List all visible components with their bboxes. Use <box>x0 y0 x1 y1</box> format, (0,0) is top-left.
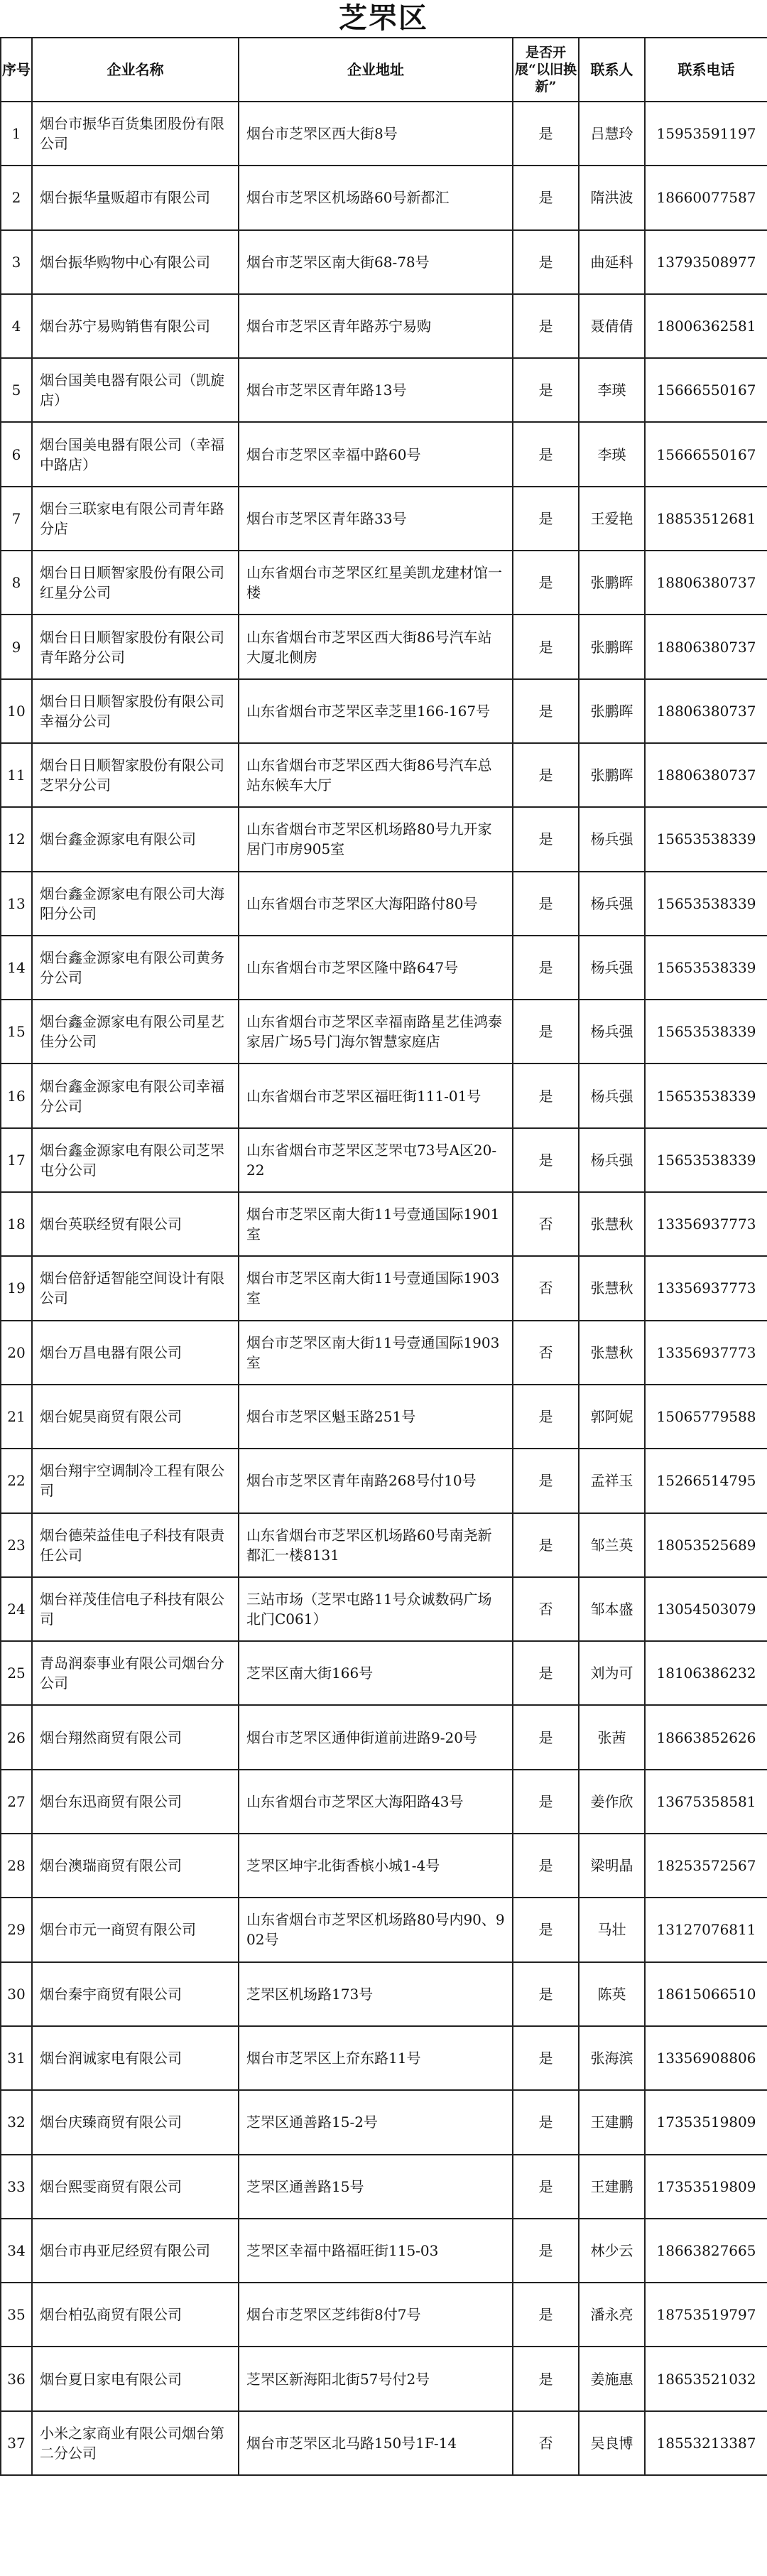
serial-cell: 13 <box>1 872 32 936</box>
serial-cell: 15 <box>1 1000 32 1064</box>
header-contact: 联系人 <box>579 38 645 102</box>
phone-cell: 18663827665 <box>645 2219 767 2283</box>
trade-in-cell: 否 <box>513 1577 579 1641</box>
phone-cell: 13356908806 <box>645 2026 767 2090</box>
serial-cell: 37 <box>1 2411 32 2475</box>
trade-in-cell: 是 <box>513 2155 579 2219</box>
table-row <box>1 1962 767 2026</box>
company-address-cell: 三站市场（芝罘屯路11号众诚数码广场北门C061） <box>239 1577 513 1641</box>
company-name-cell: 烟台市冉亚尼经贸有限公司 <box>32 2219 239 2283</box>
table-row <box>1 1256 767 1320</box>
contact-cell: 孟祥玉 <box>579 1449 645 1512</box>
company-address-cell: 山东省烟台市芝罘区芝罘屯73号A区20-22 <box>239 1128 513 1192</box>
contact-cell: 杨兵强 <box>579 936 645 1000</box>
company-address-cell: 山东省烟台市芝罘区大海阳路43号 <box>239 1770 513 1834</box>
table-row <box>1 2026 767 2090</box>
company-name-cell: 烟台日日顺智家股份有限公司青年路分公司 <box>32 615 239 678</box>
contact-cell: 王爱艳 <box>579 487 645 551</box>
trade-in-cell: 是 <box>513 1705 579 1769</box>
contact-cell: 李瑛 <box>579 422 645 486</box>
company-name-cell: 烟台市元一商贸有限公司 <box>32 1898 239 1961</box>
phone-cell: 18806380737 <box>645 615 767 678</box>
trade-in-cell: 是 <box>513 2026 579 2090</box>
company-name-cell: 烟台日日顺智家股份有限公司幸福分公司 <box>32 679 239 743</box>
company-name-cell: 小米之家商业有限公司烟台第二分公司 <box>32 2411 239 2475</box>
phone-cell: 13356937773 <box>645 1192 767 1256</box>
table-row <box>1 615 767 678</box>
serial-cell: 9 <box>1 615 32 678</box>
serial-cell: 25 <box>1 1641 32 1705</box>
trade-in-cell: 是 <box>513 743 579 807</box>
phone-cell: 15653538339 <box>645 872 767 936</box>
trade-in-cell: 是 <box>513 1962 579 2026</box>
table-row <box>1 2411 767 2475</box>
phone-cell: 15653538339 <box>645 1064 767 1127</box>
phone-cell: 13356937773 <box>645 1256 767 1320</box>
company-name-cell: 烟台柏弘商贸有限公司 <box>32 2283 239 2347</box>
company-address-cell: 芝罘区机场路173号 <box>239 1962 513 2026</box>
trade-in-cell: 否 <box>513 1321 579 1385</box>
phone-cell: 18853512681 <box>645 487 767 551</box>
trade-in-cell: 是 <box>513 1385 579 1449</box>
serial-cell: 17 <box>1 1128 32 1192</box>
company-name-cell: 烟台万昌电器有限公司 <box>32 1321 239 1385</box>
company-address-cell: 山东省烟台市芝罘区机场路60号南尧新都汇一楼8131 <box>239 1513 513 1577</box>
company-name-cell: 烟台秦宇商贸有限公司 <box>32 1962 239 2026</box>
serial-cell: 30 <box>1 1962 32 2026</box>
contact-cell: 邹本盛 <box>579 1577 645 1641</box>
company-address-cell: 烟台市芝罘区魁玉路251号 <box>239 1385 513 1449</box>
company-name-cell: 烟台庆臻商贸有限公司 <box>32 2090 239 2154</box>
trade-in-cell: 是 <box>513 358 579 422</box>
phone-cell: 15065779588 <box>645 1385 767 1449</box>
company-address-cell: 烟台市芝罘区青年路13号 <box>239 358 513 422</box>
serial-cell: 21 <box>1 1385 32 1449</box>
phone-cell: 18653521032 <box>645 2347 767 2410</box>
company-name-cell: 烟台德荣益佳电子科技有限责任公司 <box>32 1513 239 1577</box>
company-name-cell: 烟台市振华百货集团股份有限公司 <box>32 102 239 166</box>
company-address-cell: 芝罘区通善路15-2号 <box>239 2090 513 2154</box>
company-name-cell: 烟台国美电器有限公司（凯旋店） <box>32 358 239 422</box>
company-address-cell: 山东省烟台市芝罘区西大街86号汽车站大厦北侧房 <box>239 615 513 678</box>
contact-cell: 杨兵强 <box>579 1000 645 1064</box>
contact-cell: 吴良博 <box>579 2411 645 2475</box>
trade-in-cell: 否 <box>513 2411 579 2475</box>
contact-cell: 杨兵强 <box>579 1064 645 1127</box>
contact-cell: 张茜 <box>579 1705 645 1769</box>
serial-cell: 2 <box>1 166 32 229</box>
phone-cell: 18806380737 <box>645 679 767 743</box>
trade-in-cell: 是 <box>513 1064 579 1127</box>
phone-cell: 18660077587 <box>645 166 767 229</box>
header-company-name: 企业名称 <box>32 38 239 102</box>
table-row <box>1 2219 767 2283</box>
serial-cell: 35 <box>1 2283 32 2347</box>
trade-in-cell: 是 <box>513 872 579 936</box>
contact-cell: 张鹏晖 <box>579 551 645 615</box>
enterprise-table <box>0 37 767 2476</box>
trade-in-cell: 是 <box>513 1000 579 1064</box>
company-name-cell: 烟台夏日家电有限公司 <box>32 2347 239 2410</box>
phone-cell: 15666550167 <box>645 358 767 422</box>
table-body <box>1 102 767 2475</box>
trade-in-cell: 是 <box>513 679 579 743</box>
trade-in-cell: 是 <box>513 615 579 678</box>
company-address-cell: 山东省烟台市芝罘区隆中路647号 <box>239 936 513 1000</box>
company-address-cell: 芝罘区南大街166号 <box>239 1641 513 1705</box>
company-name-cell: 烟台翔然商贸有限公司 <box>32 1705 239 1769</box>
serial-cell: 16 <box>1 1064 32 1127</box>
company-name-cell: 烟台润诚家电有限公司 <box>32 2026 239 2090</box>
company-address-cell: 烟台市芝罘区西大街8号 <box>239 102 513 166</box>
table-row <box>1 102 767 166</box>
company-name-cell: 烟台澳瑞商贸有限公司 <box>32 1834 239 1898</box>
trade-in-cell: 是 <box>513 2347 579 2410</box>
trade-in-cell: 是 <box>513 1128 579 1192</box>
contact-cell: 姜施惠 <box>579 2347 645 2410</box>
trade-in-cell: 否 <box>513 1256 579 1320</box>
serial-cell: 6 <box>1 422 32 486</box>
header-company-address: 企业地址 <box>239 38 513 102</box>
company-address-cell: 烟台市芝罘区上夼东路11号 <box>239 2026 513 2090</box>
table-row <box>1 1641 767 1705</box>
company-name-cell: 烟台鑫金源家电有限公司 <box>32 807 239 871</box>
phone-cell: 18253572567 <box>645 1834 767 1898</box>
phone-cell: 15266514795 <box>645 1449 767 1512</box>
contact-cell: 郭阿妮 <box>579 1385 645 1449</box>
company-address-cell: 烟台市芝罘区南大街68-78号 <box>239 230 513 294</box>
table-row <box>1 743 767 807</box>
trade-in-cell: 是 <box>513 551 579 615</box>
trade-in-cell: 是 <box>513 487 579 551</box>
trade-in-cell: 是 <box>513 1898 579 1961</box>
contact-cell: 张慧秋 <box>579 1192 645 1256</box>
table-row <box>1 1000 767 1064</box>
trade-in-cell: 是 <box>513 294 579 358</box>
contact-cell: 王建鹏 <box>579 2155 645 2219</box>
serial-cell: 32 <box>1 2090 32 2154</box>
contact-cell: 王建鹏 <box>579 2090 645 2154</box>
trade-in-cell: 是 <box>513 1449 579 1512</box>
company-name-cell: 烟台祥茂佳信电子科技有限公司 <box>32 1577 239 1641</box>
company-address-cell: 烟台市芝罘区南大街11号壹通国际1901室 <box>239 1192 513 1256</box>
serial-cell: 23 <box>1 1513 32 1577</box>
table-row <box>1 807 767 871</box>
serial-cell: 31 <box>1 2026 32 2090</box>
serial-cell: 36 <box>1 2347 32 2410</box>
contact-cell: 聂倩倩 <box>579 294 645 358</box>
contact-cell: 梁明晶 <box>579 1834 645 1898</box>
serial-cell: 28 <box>1 1834 32 1898</box>
trade-in-cell: 是 <box>513 1513 579 1577</box>
serial-cell: 5 <box>1 358 32 422</box>
phone-cell: 15666550167 <box>645 422 767 486</box>
phone-cell: 17353519809 <box>645 2090 767 2154</box>
serial-cell: 29 <box>1 1898 32 1961</box>
table-row <box>1 1770 767 1834</box>
phone-cell: 13356937773 <box>645 1321 767 1385</box>
table-row <box>1 2283 767 2347</box>
company-name-cell: 烟台倍舒适智能空间设计有限公司 <box>32 1256 239 1320</box>
phone-cell: 18106386232 <box>645 1641 767 1705</box>
company-name-cell: 烟台妮昊商贸有限公司 <box>32 1385 239 1449</box>
company-name-cell: 烟台东迅商贸有限公司 <box>32 1770 239 1834</box>
serial-cell: 1 <box>1 102 32 166</box>
contact-cell: 潘永亮 <box>579 2283 645 2347</box>
company-name-cell: 烟台振华购物中心有限公司 <box>32 230 239 294</box>
company-address-cell: 芝罘区通善路15号 <box>239 2155 513 2219</box>
phone-cell: 18753519797 <box>645 2283 767 2347</box>
company-address-cell: 烟台市芝罘区北马路150号1F-14 <box>239 2411 513 2475</box>
company-address-cell: 烟台市芝罘区青年南路268号付10号 <box>239 1449 513 1512</box>
company-name-cell: 烟台翔宇空调制冷工程有限公司 <box>32 1449 239 1512</box>
table-row <box>1 2090 767 2154</box>
trade-in-cell: 否 <box>513 1192 579 1256</box>
company-address-cell: 山东省烟台市芝罘区幸芝里166-167号 <box>239 679 513 743</box>
serial-cell: 19 <box>1 1256 32 1320</box>
phone-cell: 15653538339 <box>645 1128 767 1192</box>
contact-cell: 杨兵强 <box>579 872 645 936</box>
company-address-cell: 烟台市芝罘区机场路60号新都汇 <box>239 166 513 229</box>
trade-in-cell: 是 <box>513 230 579 294</box>
serial-cell: 24 <box>1 1577 32 1641</box>
trade-in-cell: 是 <box>513 1834 579 1898</box>
company-address-cell: 烟台市芝罘区芝纬街8付7号 <box>239 2283 513 2347</box>
trade-in-cell: 是 <box>513 2283 579 2347</box>
phone-cell: 18006362581 <box>645 294 767 358</box>
contact-cell: 李瑛 <box>579 358 645 422</box>
company-address-cell: 山东省烟台市芝罘区机场路80号内90、902号 <box>239 1898 513 1961</box>
serial-cell: 20 <box>1 1321 32 1385</box>
serial-cell: 7 <box>1 487 32 551</box>
company-address-cell: 芝罘区坤宇北街香槟小城1-4号 <box>239 1834 513 1898</box>
company-address-cell: 烟台市芝罘区幸福中路60号 <box>239 422 513 486</box>
phone-cell: 18806380737 <box>645 743 767 807</box>
table-header-row <box>1 38 767 102</box>
phone-cell: 18663852626 <box>645 1705 767 1769</box>
trade-in-cell: 是 <box>513 2090 579 2154</box>
serial-cell: 3 <box>1 230 32 294</box>
contact-cell: 刘为可 <box>579 1641 645 1705</box>
company-address-cell: 山东省烟台市芝罘区红星美凯龙建材馆一楼 <box>239 551 513 615</box>
company-address-cell: 芝罘区幸福中路福旺街115-03 <box>239 2219 513 2283</box>
company-name-cell: 烟台鑫金源家电有限公司幸福分公司 <box>32 1064 239 1127</box>
trade-in-cell: 是 <box>513 1770 579 1834</box>
phone-cell: 13054503079 <box>645 1577 767 1641</box>
contact-cell: 邹兰英 <box>579 1513 645 1577</box>
table-row <box>1 1898 767 1961</box>
contact-cell: 隋洪波 <box>579 166 645 229</box>
serial-cell: 27 <box>1 1770 32 1834</box>
table-row <box>1 1577 767 1641</box>
serial-cell: 12 <box>1 807 32 871</box>
trade-in-cell: 是 <box>513 422 579 486</box>
company-name-cell: 青岛润泰事业有限公司烟台分公司 <box>32 1641 239 1705</box>
serial-cell: 22 <box>1 1449 32 1512</box>
phone-cell: 15653538339 <box>645 807 767 871</box>
table-row <box>1 872 767 936</box>
phone-cell: 18053525689 <box>645 1513 767 1577</box>
table-row <box>1 551 767 615</box>
contact-cell: 张鹏晖 <box>579 615 645 678</box>
contact-cell: 杨兵强 <box>579 807 645 871</box>
contact-cell: 陈英 <box>579 1962 645 2026</box>
table-row <box>1 2347 767 2410</box>
contact-cell: 马壮 <box>579 1898 645 1961</box>
company-name-cell: 烟台鑫金源家电有限公司大海阳分公司 <box>32 872 239 936</box>
contact-cell: 吕慧玲 <box>579 102 645 166</box>
header-trade-in: 是否开展“以旧换新” <box>513 38 579 102</box>
contact-cell: 张慧秋 <box>579 1321 645 1385</box>
phone-cell: 18553213387 <box>645 2411 767 2475</box>
company-name-cell: 烟台振华量贩超市有限公司 <box>32 166 239 229</box>
company-address-cell: 山东省烟台市芝罘区幸福南路星艺佳鸿泰家居广场5号门海尔智慧家庭店 <box>239 1000 513 1064</box>
table-row <box>1 1321 767 1385</box>
contact-cell: 张鹏晖 <box>579 743 645 807</box>
serial-cell: 14 <box>1 936 32 1000</box>
table-row <box>1 1449 767 1512</box>
table-row <box>1 679 767 743</box>
company-name-cell: 烟台日日顺智家股份有限公司红星分公司 <box>32 551 239 615</box>
phone-cell: 15953591197 <box>645 102 767 166</box>
company-address-cell: 烟台市芝罘区南大街11号壹通国际1903室 <box>239 1256 513 1320</box>
contact-cell: 张慧秋 <box>579 1256 645 1320</box>
header-serial: 序号 <box>1 38 32 102</box>
company-address-cell: 山东省烟台市芝罘区大海阳路付80号 <box>239 872 513 936</box>
table-row <box>1 1834 767 1898</box>
phone-cell: 13793508977 <box>645 230 767 294</box>
company-name-cell: 烟台鑫金源家电有限公司星艺佳分公司 <box>32 1000 239 1064</box>
phone-cell: 18806380737 <box>645 551 767 615</box>
table-row <box>1 422 767 486</box>
company-address-cell: 烟台市芝罘区通伸街道前进路9-20号 <box>239 1705 513 1769</box>
contact-cell: 曲延科 <box>579 230 645 294</box>
company-name-cell: 烟台苏宁易购销售有限公司 <box>32 294 239 358</box>
trade-in-cell: 是 <box>513 936 579 1000</box>
serial-cell: 26 <box>1 1705 32 1769</box>
serial-cell: 11 <box>1 743 32 807</box>
company-address-cell: 芝罘区新海阳北街57号付2号 <box>239 2347 513 2410</box>
company-name-cell: 烟台熙雯商贸有限公司 <box>32 2155 239 2219</box>
trade-in-cell: 是 <box>513 102 579 166</box>
phone-cell: 13127076811 <box>645 1898 767 1961</box>
table-row <box>1 2155 767 2219</box>
contact-cell: 张海滨 <box>579 2026 645 2090</box>
trade-in-cell: 是 <box>513 2219 579 2283</box>
contact-cell: 张鹏晖 <box>579 679 645 743</box>
table-row <box>1 1513 767 1577</box>
table-row <box>1 487 767 551</box>
phone-cell: 15653538339 <box>645 1000 767 1064</box>
serial-cell: 4 <box>1 294 32 358</box>
table-row <box>1 166 767 229</box>
table-row <box>1 294 767 358</box>
company-name-cell: 烟台国美电器有限公司（幸福中路店） <box>32 422 239 486</box>
phone-cell: 18615066510 <box>645 1962 767 2026</box>
table-row <box>1 1705 767 1769</box>
trade-in-cell: 是 <box>513 807 579 871</box>
company-address-cell: 烟台市芝罘区青年路苏宁易购 <box>239 294 513 358</box>
company-address-cell: 山东省烟台市芝罘区西大街86号汽车总站东候车大厅 <box>239 743 513 807</box>
table-row <box>1 1128 767 1192</box>
contact-cell: 林少云 <box>579 2219 645 2283</box>
company-address-cell: 山东省烟台市芝罘区福旺街111-01号 <box>239 1064 513 1127</box>
trade-in-cell: 是 <box>513 166 579 229</box>
company-name-cell: 烟台鑫金源家电有限公司芝罘屯分公司 <box>32 1128 239 1192</box>
phone-cell: 13675358581 <box>645 1770 767 1834</box>
serial-cell: 18 <box>1 1192 32 1256</box>
table-row <box>1 1192 767 1256</box>
table-row <box>1 1064 767 1127</box>
header-phone: 联系电话 <box>645 38 767 102</box>
company-address-cell: 烟台市芝罘区青年路33号 <box>239 487 513 551</box>
company-address-cell: 山东省烟台市芝罘区机场路80号九开家居门市房905室 <box>239 807 513 871</box>
table-row <box>1 358 767 422</box>
table-row <box>1 230 767 294</box>
company-name-cell: 烟台鑫金源家电有限公司黄务分公司 <box>32 936 239 1000</box>
contact-cell: 姜作欣 <box>579 1770 645 1834</box>
company-name-cell: 烟台三联家电有限公司青年路分店 <box>32 487 239 551</box>
contact-cell: 杨兵强 <box>579 1128 645 1192</box>
page-title: 芝罘区 <box>339 1 428 35</box>
serial-cell: 34 <box>1 2219 32 2283</box>
serial-cell: 10 <box>1 679 32 743</box>
table-row <box>1 1385 767 1449</box>
table-row <box>1 936 767 1000</box>
company-name-cell: 烟台英联经贸有限公司 <box>32 1192 239 1256</box>
serial-cell: 8 <box>1 551 32 615</box>
company-name-cell: 烟台日日顺智家股份有限公司芝罘分公司 <box>32 743 239 807</box>
company-address-cell: 烟台市芝罘区南大街11号壹通国际1903室 <box>239 1321 513 1385</box>
serial-cell: 33 <box>1 2155 32 2219</box>
phone-cell: 15653538339 <box>645 936 767 1000</box>
trade-in-cell: 是 <box>513 1641 579 1705</box>
phone-cell: 17353519809 <box>645 2155 767 2219</box>
